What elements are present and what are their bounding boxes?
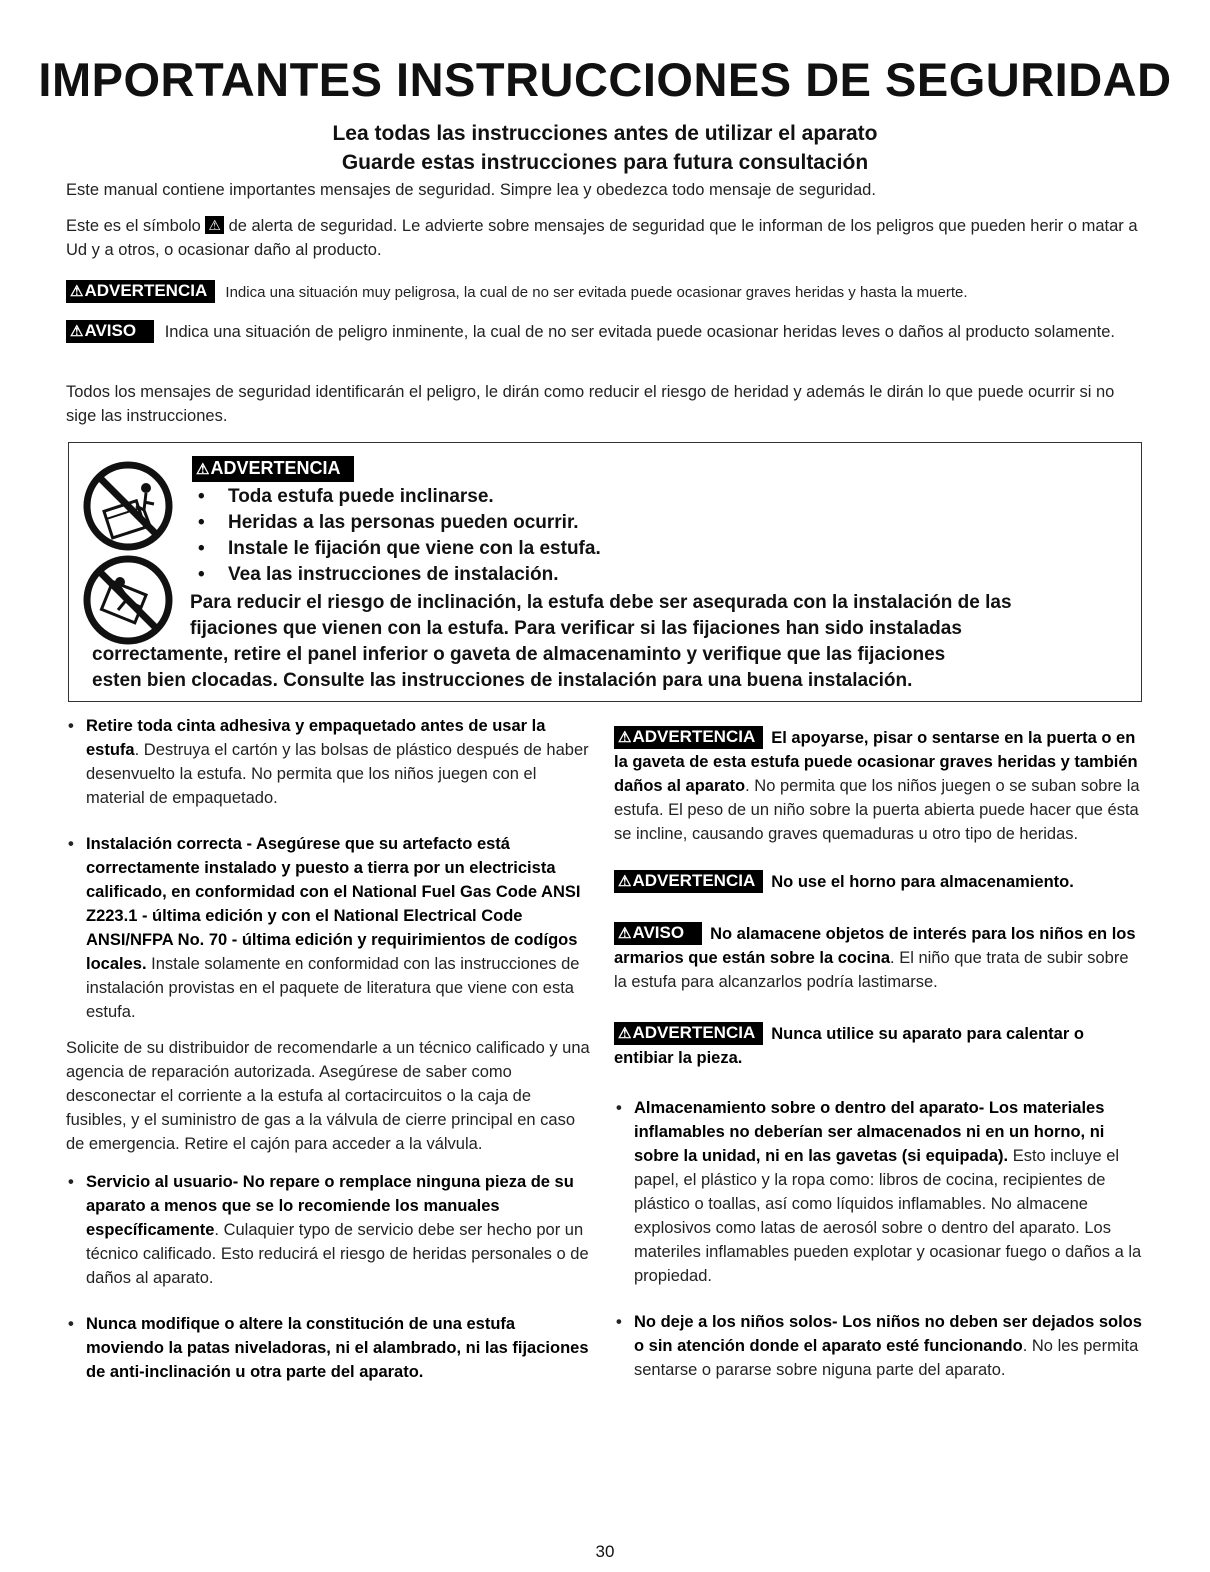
solicite-paragraph: Solicite de su distribuidor de recomendarle a un técnico calificado y una agencia de reparación autorizada. Asegúrese de saber como desconectar el corriente a la estufa al cortacircuitos o la caja de fusibles, y el suministro de gas a la válvula de cierre principal en caso de emergencia. Retire el cajón para acceder a la válvula.: [66, 1039, 590, 1153]
symbol-after-text: de alerta de seguridad. Le advierte sobre mensajes de seguridad que le informan de los peligros que pueden herir o matar a Ud y a otros, o ocasionar daño al producto.: [66, 217, 1138, 259]
symbol-before-text: Este es el símbolo: [66, 217, 201, 235]
list-item: • Instale le fijación que viene con la estufa.: [196, 536, 1126, 562]
warning-oven-storage: ⚠ADVERTENCIA No use el horno para almacenamiento.: [614, 870, 1144, 894]
warning-triangle-icon: ⚠: [70, 283, 84, 300]
advertencia-badge: ⚠ADVERTENCIA: [66, 280, 215, 303]
aviso-cabinets: ⚠AVISO No alamacene objetos de interés para los niños en los armarios que están sobre la cocina. El niño que trata de subir sobre la estufa para alcanzarlos podría lastimarse.: [614, 923, 1136, 991]
aviso-badge: ⚠AVISO: [614, 922, 702, 945]
bullet-service: • Servicio al usuario- No repare o remplace ninguna pieza de su aparato a menos que se lo recomiende los manuales específicamente. Culaquier typo de servicio debe ser hecho por un técnico calificado. Esto reducirá el riesgo de heridas personales o de daños al aparato.: [66, 1170, 592, 1290]
aviso-definition: [66, 320, 1146, 344]
bullet-storage: • Almacenamiento sobre o dentro del aparato- Los materiales inflamables no deberían ser almacenados ni en un horno, ni sobre la unidad, ni en las gavetas (si equipada). Esto incluye el papel, el plástico y la ropa como: libros de cocina, recipientes de plástico o toallas, así como líquidos inflamables. No almacene explosivos como latas de aerosól sobre o dentro del aparato. Los materiles inflamables pueden explotar y ocasionar fuego o daños a la propiedad.: [614, 1096, 1144, 1288]
advertencia-definition: [66, 280, 1156, 305]
warning-paragraph-line: correctamente, retire el panel inferior o gaveta de almacenaminto y verifique que las fijaciones: [92, 644, 946, 665]
subtitle-save: Guarde estas instrucciones para futura consultación: [341, 151, 869, 174]
warning-triangle-icon: ⚠: [196, 461, 210, 478]
warning-triangle-icon: ⚠: [618, 873, 632, 890]
warning-paragraph-line: esten bien clocadas. Consulte las instrucciones de instalación para una buena instalación.: [92, 670, 913, 691]
advertencia-badge: ⚠ADVERTENCIA: [614, 870, 763, 893]
list-item: • Toda estufa puede inclinarse.: [196, 484, 1126, 510]
all-messages-text: Todos los mensajes de seguridad identificarán el peligro, le dirán como reducir el riesgo de heridad y además le dirán lo que puede ocurrir si no sige las instrucciones.: [66, 383, 1115, 425]
warning-paragraph-line: fijaciones que vienen con la estufa. Para verificar si las fijaciones han sido instaladas: [190, 618, 962, 639]
warning-list: [196, 484, 1126, 588]
bullet-installation: • Instalación correcta - Asegúrese que su artefacto está correctamente instalado y puesto a tierra por un electricista calificado, en conformidad con el National Fuel Gas Code ANSI Z223.1 - última edición y con el National Electrical Code ANSI/NFPA No. 70 - última edición y requirimientos de codígos locales. Instale solamente en conformidad con las instrucciones de instalación provistas en el paquete de literatura que viene con esta estufa.: [66, 832, 592, 1024]
alert-triangle-icon: ⚠: [205, 216, 224, 234]
page-title: IMPORTANTES INSTRUCCIONES DE SEGURIDAD: [38, 53, 1172, 106]
advertencia-badge: ⚠ADVERTENCIA: [614, 1022, 763, 1045]
right-column: [614, 726, 1144, 1382]
page-number: 30: [595, 1542, 615, 1561]
warning-door: ⚠ADVERTENCIA El apoyarse, pisar o sentarse en la puerta o en la gaveta de esta estufa puede ocasionar graves heridas y también daños al aparato. No permita que los niños juegen o se suban sobre la estufa. El peso de un niño sobre la puerta abierta puede hacer que ésta se incline, causando graves quemaduras u otro tipo de heridas.: [614, 727, 1140, 843]
list-item: • Heridas a las personas pueden ocurrir.: [196, 510, 1126, 536]
bullet-modify: • Nunca modifique o altere la constitución de una estufa moviendo la patas niveladoras, ni el alambrado, ni las fijaciones de anti-inclinación u otra parte del aparato.: [66, 1312, 592, 1384]
aviso-badge: ⚠AVISO: [66, 320, 154, 343]
child-climbing-icon: [80, 552, 176, 653]
advertencia-badge: ⚠ADVERTENCIA: [614, 726, 763, 749]
warning-triangle-icon: ⚠: [618, 729, 632, 746]
warning-triangle-icon: ⚠: [618, 1025, 632, 1042]
warning-triangle-icon: ⚠: [618, 925, 632, 942]
bullet-packaging: • Retire toda cinta adhesiva y empaquetado antes de usar la estufa. Destruya el cartón y las bolsas de plástico después de haber desenvuelto la estufa. No permita que los niños juegen con el material de empaquetado.: [66, 714, 592, 810]
advertencia-definition-text: Indica una situación muy peligrosa, la cual de no ser evitada puede ocasionar graves heridas y hasta la muerte.: [225, 284, 968, 301]
bullet-children: • No deje a los niños solos- Los niños no deben ser dejados solos o sin atención donde el aparato esté funcionando. No les permita sentarse o pararse sobre niguna parte del aparato.: [614, 1310, 1144, 1382]
intro-line: Este manual contiene importantes mensajes de seguridad. Simpre lea y obedezca todo mensaje de seguridad.: [66, 181, 876, 199]
aviso-definition-text: Indica una situación de peligro inminente, la cual de no ser evitada puede ocasionar heridas leves o daños al producto solamente.: [164, 323, 1115, 341]
box-advertencia-badge: ⚠ADVERTENCIA: [192, 456, 354, 482]
warning-triangle-icon: ⚠: [70, 323, 84, 340]
subtitle-read: Lea todas las instrucciones antes de utilizar el aparato: [332, 122, 878, 145]
symbol-paragraph: [66, 214, 1146, 262]
warning-heating: ⚠ADVERTENCIA Nunca utilice su aparato para calentar o entibiar la pieza.: [614, 1023, 1084, 1067]
tip-over-icon: [80, 458, 176, 559]
left-column: [66, 714, 592, 1384]
list-item: • Vea las instrucciones de instalación.: [196, 562, 1126, 588]
warning-paragraph-line: Para reducir el riesgo de inclinación, la estufa debe ser asequrada con la instalación de las: [190, 592, 1012, 613]
